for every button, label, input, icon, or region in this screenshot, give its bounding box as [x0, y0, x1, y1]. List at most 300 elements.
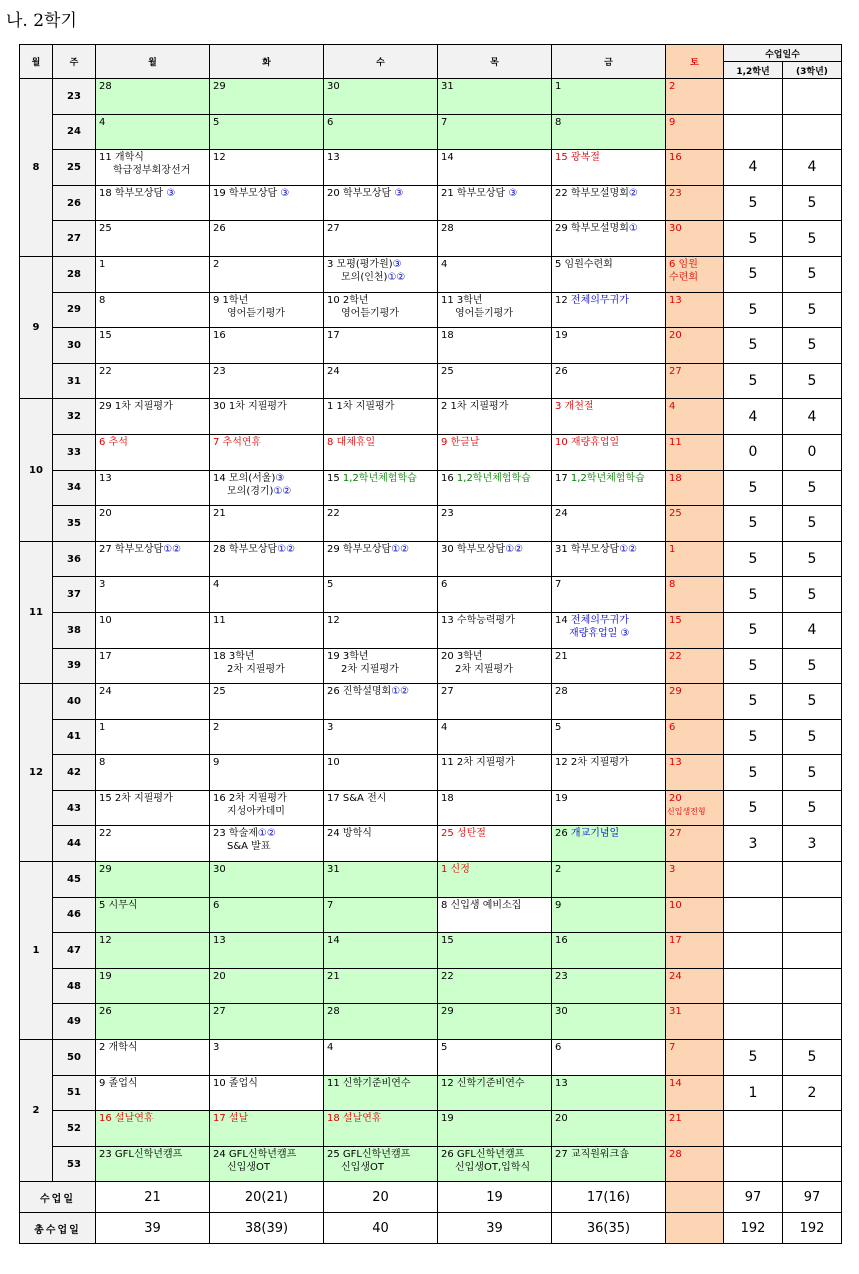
day-cell: [324, 221, 438, 257]
day-cell: [210, 933, 324, 969]
day-text: 2: [213, 258, 220, 270]
day-line: [441, 757, 515, 768]
day-line: [213, 223, 226, 234]
day-cell: [438, 862, 552, 898]
day-cell: [438, 363, 552, 399]
day-line: [555, 295, 629, 306]
day-line: [555, 864, 561, 875]
day-line: [327, 152, 340, 163]
class-days-grade3: 5: [783, 185, 842, 221]
day-line: [99, 1042, 138, 1053]
day-line: [441, 971, 454, 982]
day-line: [213, 81, 226, 92]
day-text: 15 광복절: [555, 152, 600, 164]
total-grade3: 192: [783, 1213, 842, 1244]
day-line: [669, 579, 675, 590]
day-cell: [210, 790, 324, 826]
day-text: 10 졸업식: [213, 1077, 258, 1089]
day-text: 28: [669, 1148, 682, 1160]
class-days-grade12: 5: [724, 719, 783, 755]
day-cell: [96, 612, 210, 648]
saturday-cell: [666, 862, 724, 898]
day-text: 7: [327, 899, 334, 911]
day-cell: [210, 506, 324, 542]
day-line-2: [213, 663, 321, 676]
class-days-grade12: 5: [724, 221, 783, 257]
day-mark: 전체의무귀가: [570, 294, 629, 306]
day-cell: [210, 862, 324, 898]
saturday-cell: [666, 826, 724, 862]
class-days-grade3: [783, 1004, 842, 1040]
day-line: [555, 473, 645, 484]
day-text: 9: [555, 899, 562, 911]
day-mark: ③: [280, 187, 290, 199]
day-line: [213, 828, 276, 839]
day-text-2: 수련회: [669, 271, 698, 283]
class-days-grade12: 0: [724, 434, 783, 470]
day-text: 27: [213, 1006, 226, 1018]
day-cell: [210, 185, 324, 221]
day-line: [441, 259, 447, 270]
day-line: [99, 615, 112, 626]
day-text: 31 학부모상담: [555, 543, 620, 555]
day-line: [99, 1006, 112, 1017]
day-line: [555, 579, 561, 590]
day-text: 25: [441, 365, 454, 377]
day-text: 24 방학식: [327, 828, 372, 840]
day-mark: ③: [392, 258, 402, 270]
week-row: [20, 256, 842, 292]
day-text: 8: [669, 579, 676, 591]
day-line: [213, 401, 287, 412]
month-cell: 9: [20, 256, 53, 398]
day-cell: [552, 826, 666, 862]
day-line: [327, 259, 402, 270]
class-days-grade12: [724, 1111, 783, 1147]
day-text: 1 1차 지필평가: [327, 401, 395, 413]
day-mark: ③: [275, 472, 285, 484]
day-cell: [324, 114, 438, 150]
semester-calendar-table: [19, 44, 842, 1244]
day-cell: [210, 292, 324, 328]
day-text: 22: [441, 970, 454, 982]
total-value: 20(21): [210, 1182, 324, 1213]
day-cell: [210, 541, 324, 577]
day-text: 16 설날연휴: [99, 1113, 154, 1125]
day-text: 6: [213, 899, 220, 911]
day-line: [441, 437, 480, 448]
day-line: [213, 935, 226, 946]
day-line: [327, 900, 333, 911]
day-cell: [324, 1040, 438, 1076]
day-cell: [210, 256, 324, 292]
day-text: 27: [327, 223, 340, 235]
day-cell: [324, 256, 438, 292]
day-cell: [552, 256, 666, 292]
day-mark-2: 재량휴업일 ③: [569, 627, 630, 639]
day-text: 29 학부모설명회: [555, 223, 629, 235]
day-line: [213, 686, 226, 697]
day-line: [99, 757, 105, 768]
day-cell: [96, 292, 210, 328]
class-days-grade12: 5: [724, 684, 783, 720]
total-value: [666, 1213, 724, 1244]
week-number: 26: [53, 185, 96, 221]
day-text: 29: [99, 864, 112, 876]
class-days-grade3: 4: [783, 150, 842, 186]
day-cell: [210, 719, 324, 755]
day-text: 26 진학설명회: [327, 686, 392, 698]
day-cell: [438, 1075, 552, 1111]
day-line: [99, 259, 105, 270]
week-number: 45: [53, 862, 96, 898]
day-cell: [552, 292, 666, 328]
day-cell: [552, 968, 666, 1004]
day-cell: [324, 577, 438, 613]
day-line: [669, 971, 682, 982]
saturday-cell: [666, 470, 724, 506]
day-text: 21 학부모상담: [441, 187, 509, 199]
day-line: [213, 615, 226, 626]
class-days-grade12: 5: [724, 541, 783, 577]
day-text: 10: [99, 614, 112, 626]
day-line: [669, 259, 698, 270]
day-text: 6: [669, 721, 676, 733]
day-line: [555, 152, 600, 163]
header-class-days: 수업일수: [724, 45, 842, 62]
month-cell: 12: [20, 684, 53, 862]
day-cell: [96, 328, 210, 364]
day-line: [441, 722, 447, 733]
day-text: 1 신정: [441, 864, 470, 876]
day-text: 10 재량휴업일: [555, 436, 620, 448]
total-grade12: 97: [724, 1182, 783, 1213]
class-days-grade3: 0: [783, 434, 842, 470]
week-row: [20, 328, 842, 364]
day-line: [555, 366, 568, 377]
day-text: 26: [99, 1006, 112, 1018]
week-number: 49: [53, 1004, 96, 1040]
day-text: 31: [327, 864, 340, 876]
day-cell: [210, 968, 324, 1004]
week-number: 35: [53, 506, 96, 542]
saturday-cell: [666, 541, 724, 577]
saturday-cell: [666, 968, 724, 1004]
week-number: 30: [53, 328, 96, 364]
day-text: 6: [441, 579, 448, 591]
day-text: 15 2차 지필평가: [99, 792, 173, 804]
day-cell: [96, 933, 210, 969]
day-text: 28: [555, 686, 568, 698]
day-text: 5: [441, 1042, 448, 1054]
day-cell: [324, 755, 438, 791]
class-days-grade12: 5: [724, 506, 783, 542]
day-text: 23 GFL신학년캠프: [99, 1148, 183, 1160]
class-days-grade12: 5: [724, 470, 783, 506]
day-text: 27 교직원워크숍: [555, 1148, 629, 1160]
day-text: 19: [441, 1113, 454, 1125]
day-line: [99, 900, 138, 911]
class-days-grade12: 5: [724, 185, 783, 221]
total-value: 36(35): [552, 1213, 666, 1244]
day-cell: [438, 221, 552, 257]
day-text: 14: [327, 935, 340, 947]
day-text: 13: [669, 294, 682, 306]
day-line: [441, 366, 454, 377]
day-cell: [324, 292, 438, 328]
day-cell: [96, 826, 210, 862]
day-mark: ①②: [619, 543, 638, 555]
day-text-2: 영어듣기평가: [341, 307, 399, 319]
day-line: [213, 473, 284, 484]
week-number: 29: [53, 292, 96, 328]
day-line: [441, 686, 454, 697]
saturday-cell: [666, 897, 724, 933]
day-line: [555, 437, 619, 448]
day-text: 13: [555, 1077, 568, 1089]
class-days-grade12: 5: [724, 577, 783, 613]
saturday-cell: [666, 790, 724, 826]
week-number: 34: [53, 470, 96, 506]
day-text: 22: [99, 828, 112, 840]
day-text: 25 GFL신학년캠프: [327, 1148, 411, 1160]
day-text: 8 대체휴일: [327, 436, 376, 448]
day-line: [441, 1078, 525, 1089]
saturday-cell: [666, 150, 724, 186]
day-cell: [552, 755, 666, 791]
day-cell: [438, 648, 552, 684]
day-line: [213, 259, 219, 270]
day-cell: [552, 933, 666, 969]
day-cell: [552, 506, 666, 542]
saturday-cell: [666, 434, 724, 470]
day-line: [99, 330, 112, 341]
day-text: 29 1차 지필평가: [99, 401, 173, 413]
day-mark: ①②: [391, 686, 410, 698]
day-text: 4: [327, 1042, 334, 1054]
day-cell: [210, 79, 324, 115]
day-line: [213, 900, 219, 911]
day-line: [555, 935, 568, 946]
day-cell: [210, 755, 324, 791]
day-text: 12: [213, 152, 226, 164]
day-mark: ③: [508, 187, 518, 199]
day-line: [213, 508, 226, 519]
day-text: 20: [555, 1113, 568, 1125]
day-line: [327, 864, 340, 875]
class-days-grade12: [724, 1146, 783, 1182]
day-line: [441, 1042, 447, 1053]
day-text: 30 1차 지필평가: [213, 401, 287, 413]
day-line: [327, 686, 409, 697]
day-cell: [324, 434, 438, 470]
week-row: [20, 221, 842, 257]
day-text: 19: [555, 792, 568, 804]
day-mark: ①: [628, 223, 638, 235]
day-text: 6 임원: [669, 258, 698, 270]
day-line: [555, 1006, 568, 1017]
day-line: [669, 1042, 675, 1053]
day-text: 28: [327, 1006, 340, 1018]
day-line: [555, 1113, 568, 1124]
day-mark-2: ①②: [387, 271, 406, 283]
day-line: [669, 117, 675, 128]
day-cell: [324, 648, 438, 684]
day-text-2: 신입생OT: [341, 1161, 384, 1173]
day-text: 4: [213, 579, 220, 591]
day-cell: [438, 79, 552, 115]
day-line: [669, 722, 675, 733]
week-number: 37: [53, 577, 96, 613]
day-text-2: 지성아카데미: [227, 805, 285, 817]
day-text: 5 시무식: [99, 899, 138, 911]
header-row: [20, 45, 842, 62]
day-line: [327, 971, 340, 982]
saturday-cell: [666, 114, 724, 150]
day-line: [327, 81, 340, 92]
saturday-cell: [666, 577, 724, 613]
day-cell: [96, 719, 210, 755]
week-row: [20, 968, 842, 1004]
day-text: 15: [441, 935, 454, 947]
day-cell: [96, 755, 210, 791]
class-days-grade12: [724, 79, 783, 115]
week-number: 40: [53, 684, 96, 720]
cumulative-days-row: [20, 1213, 842, 1244]
day-text: 4: [669, 401, 676, 413]
class-days-total-row: [20, 1182, 842, 1213]
day-line: [555, 757, 629, 768]
day-text: 18: [669, 472, 682, 484]
week-row: [20, 897, 842, 933]
day-line: [213, 1006, 226, 1017]
month-cell: 2: [20, 1040, 53, 1182]
day-cell: [438, 292, 552, 328]
day-line: [555, 900, 561, 911]
day-text: 17 설날: [213, 1113, 249, 1125]
day-text: 27: [669, 828, 682, 840]
day-text: 26: [213, 223, 226, 235]
day-mark: ①②: [257, 828, 276, 840]
day-line: [327, 1149, 410, 1160]
day-line: [99, 188, 175, 199]
saturday-cell: [666, 399, 724, 435]
day-mark: 1,2학년체험학습: [342, 472, 417, 484]
day-text: 22: [327, 508, 340, 520]
day-text: 6: [327, 116, 334, 128]
day-cell: [210, 612, 324, 648]
day-text: 2: [555, 864, 562, 876]
day-text: 3: [669, 864, 676, 876]
day-line: [669, 900, 682, 911]
class-days-grade3: [783, 1146, 842, 1182]
day-cell: [210, 1075, 324, 1111]
header-sat: 토: [666, 45, 724, 79]
day-line: [213, 1113, 248, 1124]
day-line: [99, 722, 105, 733]
day-cell: [552, 185, 666, 221]
day-text: 14: [669, 1077, 682, 1089]
day-cell: [96, 648, 210, 684]
day-line: [99, 864, 112, 875]
day-line: [555, 1149, 629, 1160]
month-cell: 1: [20, 862, 53, 1040]
class-days-grade3: 5: [783, 719, 842, 755]
day-line: [99, 401, 173, 412]
class-days-grade12: [724, 968, 783, 1004]
week-number: 52: [53, 1111, 96, 1147]
day-text: 12: [555, 294, 571, 306]
day-cell: [324, 150, 438, 186]
day-cell: [324, 826, 438, 862]
day-cell: [96, 577, 210, 613]
day-text: 23: [669, 187, 682, 199]
day-cell: [324, 1004, 438, 1040]
class-days-grade12: 5: [724, 256, 783, 292]
day-text: 8: [555, 116, 562, 128]
day-cell: [210, 221, 324, 257]
day-text: 28: [99, 81, 112, 92]
day-text: 11 2차 지필평가: [441, 757, 515, 769]
day-cell: [438, 506, 552, 542]
day-line-2: [327, 307, 435, 320]
day-cell: [438, 790, 552, 826]
day-cell: [552, 399, 666, 435]
header-grade3: (3학년): [783, 62, 842, 79]
day-text: 30: [327, 81, 340, 92]
class-days-grade12: [724, 897, 783, 933]
week-row: [20, 399, 842, 435]
saturday-cell: [666, 185, 724, 221]
day-text: 23: [441, 508, 454, 520]
day-line: [669, 1006, 682, 1017]
day-cell: [324, 862, 438, 898]
day-line: [99, 81, 112, 92]
day-mark: 1,2학년체험학습: [570, 472, 645, 484]
total-grade12: 192: [724, 1213, 783, 1244]
class-days-grade12: [724, 1004, 783, 1040]
day-cell: [324, 185, 438, 221]
week-row: [20, 862, 842, 898]
day-line: [99, 935, 112, 946]
header-mon: 월: [96, 45, 210, 79]
day-line: [555, 508, 568, 519]
day-line: [99, 828, 112, 839]
day-cell: [324, 541, 438, 577]
day-cell: [552, 221, 666, 257]
total-value: 39: [438, 1213, 552, 1244]
day-line: [327, 793, 386, 804]
day-text: 3 모평(평가원): [327, 258, 393, 270]
day-cell: [438, 968, 552, 1004]
day-line: [669, 935, 682, 946]
day-line: [555, 971, 568, 982]
class-days-grade12: [724, 933, 783, 969]
day-line: [327, 330, 340, 341]
day-line: [327, 366, 340, 377]
day-line: [99, 508, 112, 519]
week-row: [20, 434, 842, 470]
day-text: 16: [441, 472, 457, 484]
day-cell: [210, 1040, 324, 1076]
day-line-2: [213, 840, 321, 853]
day-text: 30: [669, 223, 682, 235]
day-cell: [324, 1146, 438, 1182]
day-text: 8 신입생 예비소집: [441, 899, 522, 911]
day-text-2: 2차 지필평가: [227, 663, 285, 675]
day-cell: [552, 790, 666, 826]
week-row: [20, 1075, 842, 1111]
